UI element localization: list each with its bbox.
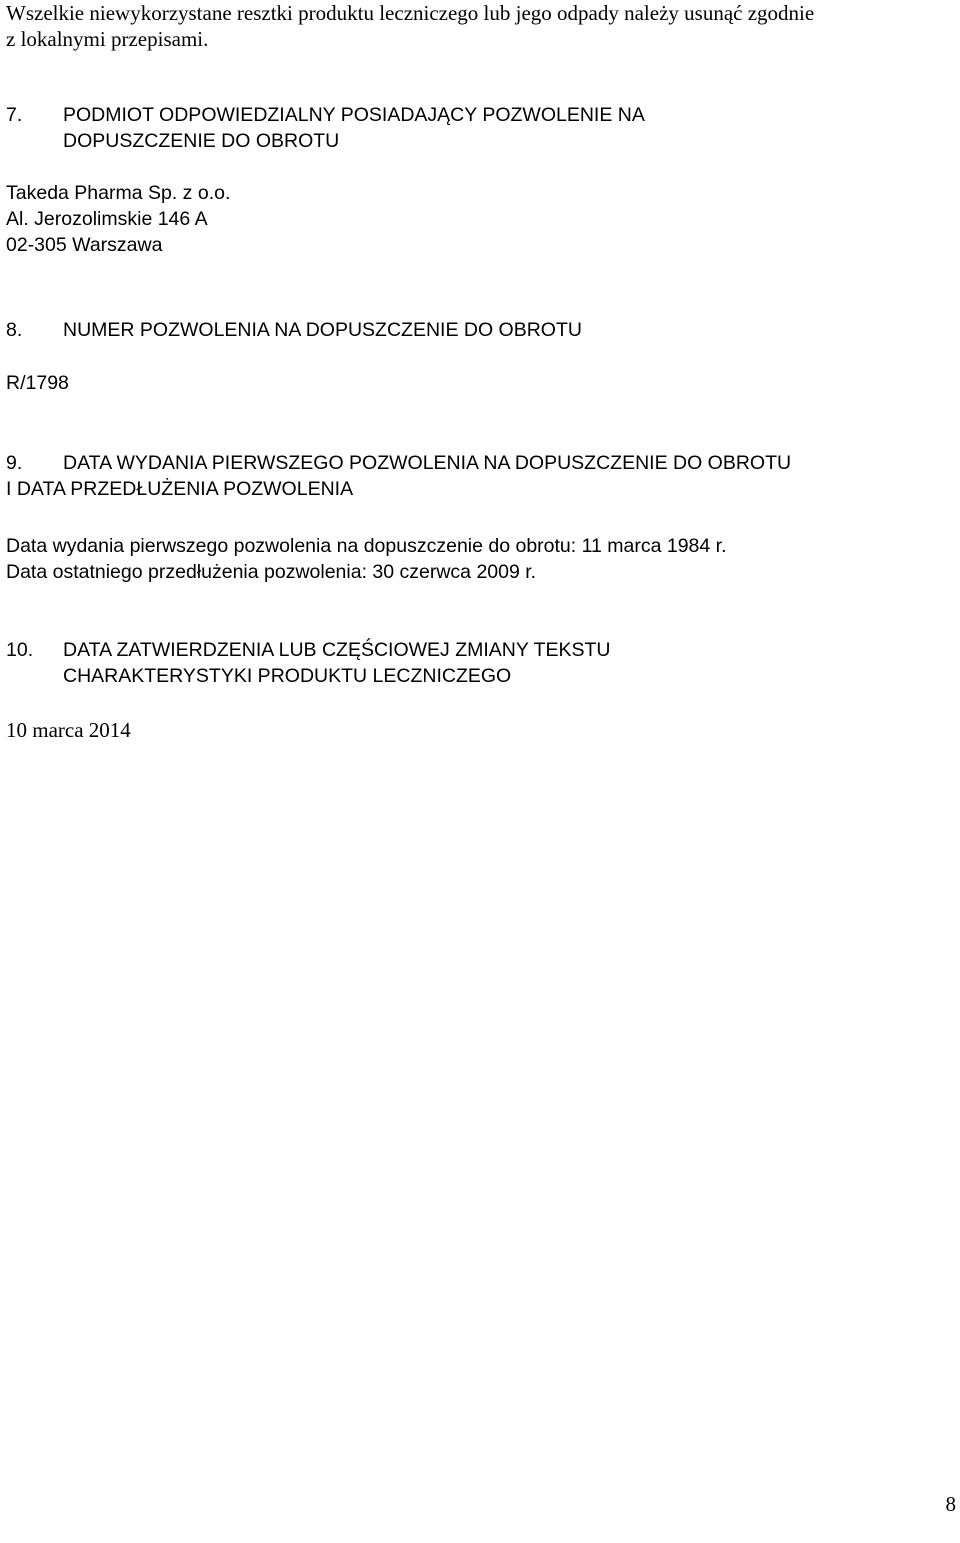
- section-7-number: 7.: [6, 104, 23, 126]
- section-10-title-line-1: DATA ZATWIERDZENIA LUB CZĘŚCIOWEJ ZMIANY TEKSTU: [63, 639, 611, 661]
- company-street: Al. Jerozolimskie 146 A: [6, 208, 208, 230]
- last-renewal-date: Data ostatniego przedłużenia pozwolenia: 30 czerwca 2009 r.: [6, 561, 537, 583]
- authorisation-number-value: R/1798: [6, 372, 69, 394]
- intro-line-1: Wszelkie niewykorzystane resztki produktu leczniczego lub jego odpady należy usunąć zgodnie: [6, 1, 815, 25]
- section-8-heading: [6, 317, 956, 343]
- section-9-title-continuation: [6, 476, 353, 502]
- revision-date: [6, 717, 956, 743]
- section-7-address: [6, 180, 956, 258]
- section-9-title-line-1: DATA WYDANIA PIERWSZEGO POZWOLENIA NA DOPUSZCZENIE DO OBROTU: [63, 452, 792, 474]
- section-9-dates: [6, 533, 956, 585]
- page-number: 8: [945, 1492, 956, 1516]
- section-10-heading: [6, 637, 956, 689]
- first-authorisation-date: Data wydania pierwszego pozwolenia na dopuszczenie do obrotu: 11 marca 1984 r.: [6, 535, 727, 557]
- section-8-title: [63, 317, 582, 343]
- section-9-heading: [6, 450, 956, 502]
- intro-paragraph: [6, 0, 956, 52]
- section-7-title-line-2: DOPUSZCZENIE DO OBROTU: [63, 130, 340, 152]
- section-8-title-line: NUMER POZWOLENIA NA DOPUSZCZENIE DO OBROTU: [63, 319, 582, 341]
- revision-date-value: 10 marca 2014: [6, 718, 131, 742]
- authorisation-number: [6, 370, 956, 396]
- company-city: 02-305 Warszawa: [6, 234, 163, 256]
- section-9-title: [63, 450, 791, 476]
- section-7-heading: [6, 102, 956, 154]
- section-7-title: [63, 102, 645, 154]
- intro-line-2: z lokalnymi przepisami.: [6, 27, 209, 51]
- section-10-number: 10.: [6, 639, 34, 661]
- section-10-title: [63, 637, 611, 689]
- section-10-title-line-2: CHARAKTERYSTYKI PRODUKTU LECZNICZEGO: [63, 665, 512, 687]
- section-9-title-line-2: I DATA PRZEDŁUŻENIA POZWOLENIA: [6, 478, 354, 500]
- section-7-title-line-1: PODMIOT ODPOWIEDZIALNY POSIADAJĄCY POZWOLENIE NA: [63, 104, 645, 126]
- section-8-number: 8.: [6, 319, 23, 341]
- company-name: Takeda Pharma Sp. z o.o.: [6, 182, 231, 204]
- section-9-number: 9.: [6, 452, 23, 474]
